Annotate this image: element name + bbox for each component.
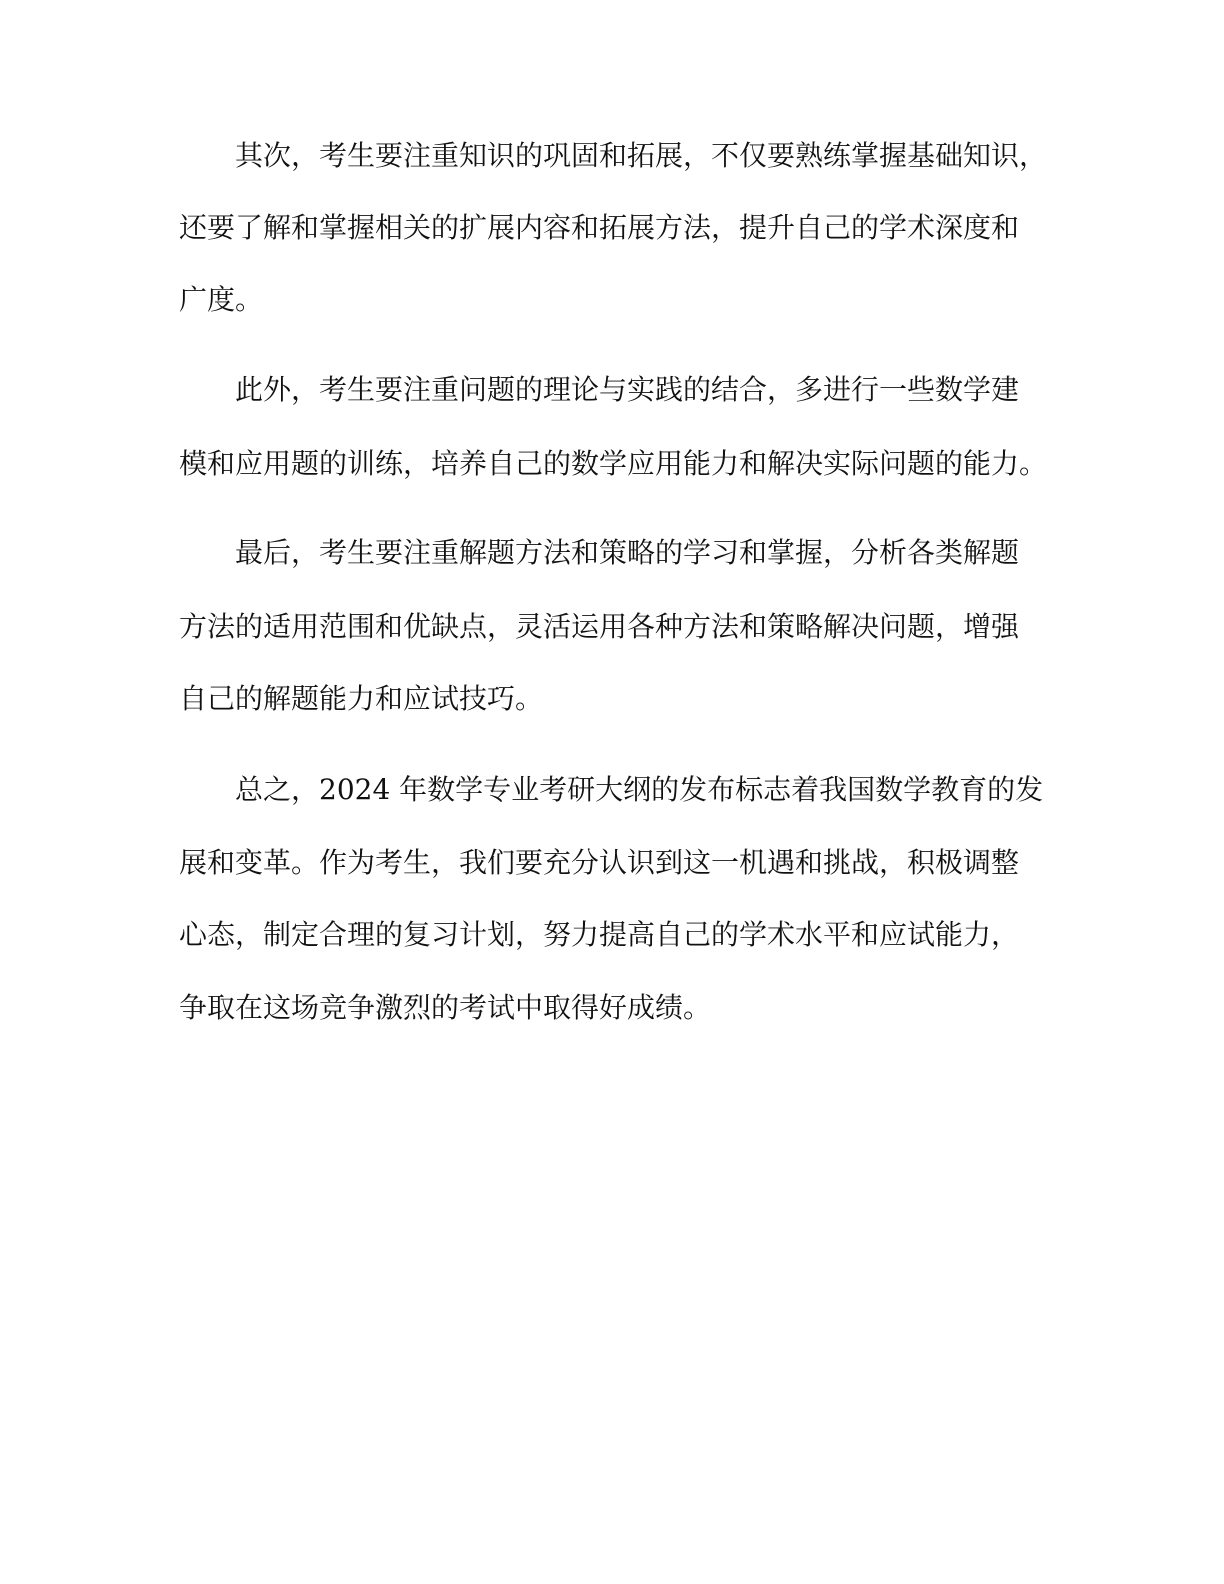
paragraph-4-line-3: 心态，制定合理的复习计划，努力提高自己的学术水平和应试能力， <box>179 918 1020 951</box>
paragraph-1-line-3: 广度。 <box>179 283 264 316</box>
paragraph-2-line-2: 模和应用题的训练，培养自己的数学应用能力和解决实际问题的能力。 <box>179 447 1048 480</box>
paragraph-4-line-1: 总之，2024 年数学专业考研大纲的发布标志着我国数学教育的发 <box>235 773 1044 806</box>
paragraph-1-line-2: 还要了解和掌握相关的扩展内容和拓展方法，提升自己的学术深度和 <box>179 211 1020 244</box>
paragraph-4-line-4: 争取在这场竞争激烈的考试中取得好成绩。 <box>179 991 712 1024</box>
paragraph-3-line-2: 方法的适用范围和优缺点，灵活运用各种方法和策略解决问题，增强 <box>179 610 1020 643</box>
paragraph-2-line-1: 此外，考生要注重问题的理论与实践的结合，多进行一些数学建 <box>235 373 1020 406</box>
paragraph-3-line-1: 最后，考生要注重解题方法和策略的学习和掌握，分析各类解题 <box>235 536 1020 569</box>
paragraph-3-line-3: 自己的解题能力和应试技巧。 <box>179 682 544 715</box>
paragraph-4-line-2: 展和变革。作为考生，我们要充分认识到这一机遇和挑战，积极调整 <box>179 846 1020 879</box>
paragraph-1-line-1: 其次，考生要注重知识的巩固和拓展，不仅要熟练掌握基础知识， <box>235 139 1048 172</box>
